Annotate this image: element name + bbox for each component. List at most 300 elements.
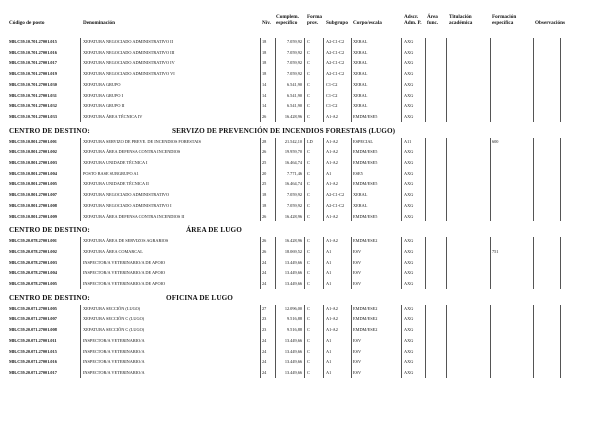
cell-corpo: XERAL [353, 192, 368, 198]
cell-nivel: 18 [262, 39, 267, 44]
cell-denominacion: XEFATURA SECCIÓN C (LUGO) [83, 316, 145, 322]
cell-formacion: 751 [492, 248, 499, 254]
table-row [0, 58, 615, 68]
column-divider [446, 305, 447, 378]
cell-complemento: 13.449,66 [284, 348, 302, 354]
cell-complemento: 7.059,92 [286, 192, 302, 198]
cell-denominacion: INSPECTOR/A VETERINARIO/A [83, 348, 145, 354]
header-formacion-1: Formación [492, 14, 517, 20]
cell-complemento: 13.449,66 [284, 259, 302, 265]
column-divider [560, 305, 561, 378]
cell-forma: C [307, 192, 310, 198]
table-row [0, 201, 615, 211]
cell-nivel: 25 [262, 181, 267, 187]
column-divider [304, 305, 305, 378]
cell-complemento: 7.059,92 [286, 49, 302, 55]
cell-nivel: 28 [262, 138, 267, 144]
cell-complemento: 16.464,74 [284, 181, 302, 187]
cell-code: MR.C59.10.801.27001.007 [9, 192, 57, 198]
cell-subgrupo: A1-A2 [326, 181, 338, 187]
cell-subgrupo: A1-A2 [326, 113, 338, 119]
cell-denominacion: XEFATURA SECCIÓN (LUGO) [83, 305, 141, 311]
header-forma-1: Forma [307, 14, 322, 20]
cell-subgrupo: A1-A2 [326, 138, 338, 144]
cell-code: MR.C59.20.078.27001.005 [9, 281, 57, 286]
table-row [0, 347, 615, 357]
cell-forma: C [307, 305, 310, 311]
table-row [0, 258, 615, 268]
section-title: OFICINA DE LUGO [166, 293, 233, 302]
table-row [0, 37, 615, 47]
column-divider [275, 38, 276, 122]
cell-code: MR.C59.20.071.27001.016 [9, 359, 57, 365]
cell-adscr: AXG [404, 270, 414, 276]
cell-nivel: 14 [262, 81, 267, 87]
cell-corpo: XERAL [353, 71, 368, 77]
cell-code: MR.C59.20.071.27001.017 [9, 369, 57, 375]
cell-denominacion: XEFATURA NEGOCIADO ADMINISTRATIVO VI [83, 71, 175, 77]
cell-forma: C [307, 327, 310, 333]
cell-denominacion: INSPECTOR/A VETERINARIO/A [83, 369, 145, 375]
cell-forma: C [307, 281, 310, 286]
column-divider [323, 38, 324, 122]
cell-code: MR.C59.20.078.27001.002 [9, 248, 57, 254]
cell-adscr: AXG [404, 71, 414, 77]
cell-nivel: 24 [262, 359, 267, 365]
cell-code: MR.C59.10.701.27001.031 [9, 92, 57, 98]
cell-subgrupo: A2-C1-C2 [326, 49, 345, 55]
cell-adscr: AXG [404, 81, 414, 87]
cell-complemento: 16.428,96 [284, 113, 302, 119]
section-label: CENTRO DE DESTINO: [9, 126, 90, 135]
table-row [0, 137, 615, 147]
cell-denominacion: XEFATURA SERVIZO DE PREVE. DE INCENDIOS FORESTAIS [83, 138, 201, 144]
table-row [0, 314, 615, 324]
cell-corpo: XERAL [353, 49, 368, 55]
column-divider [80, 138, 81, 222]
cell-nivel: 26 [262, 149, 267, 155]
column-divider [446, 38, 447, 122]
cell-corpo: XERAL [353, 202, 368, 208]
cell-denominacion: XEFATURA ÁREA DEFENSA CONTRA INCENDIOS [83, 149, 181, 155]
cell-corpo: EMDM/ESE5 [353, 160, 378, 165]
cell-denominacion: XEFATURA ÁREA COMARCAL [83, 248, 143, 254]
table-row [0, 357, 615, 367]
cell-corpo: EMDM/ESE5 [353, 213, 378, 219]
cell-corpo: XERAL [353, 92, 368, 98]
cell-corpo: EMDM/ESE2 [353, 316, 378, 322]
header-nivel: Nív. [262, 20, 271, 26]
cell-forma: C [307, 238, 310, 244]
cell-code: MR.C59.10.801.27001.003 [9, 160, 57, 165]
cell-nivel: 24 [262, 270, 267, 276]
cell-nivel: 26 [262, 213, 267, 219]
cell-nivel: 14 [262, 92, 267, 98]
cell-subgrupo: A1-A2 [326, 238, 338, 244]
section-label: CENTRO DE DESTINO: [9, 293, 90, 302]
table-row [0, 247, 615, 257]
cell-adscr: AXG [404, 369, 414, 375]
cell-forma: C [307, 213, 310, 219]
cell-adscr: AXG [404, 327, 414, 333]
cell-nivel: 18 [262, 192, 267, 198]
cell-complemento: 12.096,00 [284, 305, 302, 311]
column-divider [401, 38, 402, 122]
cell-adscr: A11 [404, 138, 412, 144]
cell-subgrupo: A1 [326, 259, 332, 265]
column-divider [533, 237, 534, 289]
cell-corpo: XERAL [353, 60, 368, 66]
cell-subgrupo: A1-A2 [326, 213, 338, 219]
column-divider [446, 237, 447, 289]
column-divider [323, 237, 324, 289]
column-divider [560, 237, 561, 289]
column-divider [490, 305, 491, 378]
column-divider [80, 38, 81, 122]
cell-complemento: 13.449,66 [284, 270, 302, 276]
column-divider [533, 138, 534, 222]
column-divider [425, 237, 426, 289]
header-area-1: Área [427, 14, 438, 20]
header-codigo: Código de posto [9, 20, 45, 26]
cell-corpo: ESV [353, 369, 362, 375]
cell-nivel: 27 [262, 305, 267, 311]
cell-complemento: 9.516,88 [286, 327, 302, 333]
cell-adscr: AXG [404, 305, 414, 311]
cell-denominacion: INSPECTOR/A VETERINARIO/A DE APOIO [83, 270, 166, 276]
section-title: ÁREA DE LUGO [186, 226, 242, 235]
cell-adscr: AXG [404, 149, 414, 155]
cell-adscr: AXG [404, 337, 414, 343]
header-titulacion-2: académica [449, 20, 473, 26]
column-divider [80, 305, 81, 378]
cell-complemento: 16.464,74 [284, 160, 302, 165]
cell-nivel: 24 [262, 337, 267, 343]
cell-denominacion: XEFATURA NEGOCIADO ADMINISTRATIVO III [83, 49, 175, 55]
column-divider [260, 138, 261, 222]
column-divider [446, 138, 447, 222]
cell-complemento: 7.059,92 [286, 202, 302, 208]
header-titulacion-1: Titulación [449, 14, 472, 20]
cell-subgrupo: A1 [326, 270, 332, 276]
cell-nivel: 24 [262, 259, 267, 265]
table-row [0, 80, 615, 90]
cell-complemento: 7.059,92 [286, 71, 302, 77]
column-divider [275, 305, 276, 378]
cell-adscr: AXG [404, 348, 414, 354]
section-header [0, 293, 615, 303]
cell-subgrupo: A2-C1-C2 [326, 192, 345, 198]
cell-nivel: 23 [262, 316, 267, 322]
cell-subgrupo: C1-C2 [326, 81, 338, 87]
column-divider [490, 138, 491, 222]
cell-nivel: 25 [262, 160, 267, 165]
cell-forma: C [307, 270, 310, 276]
table-row [0, 69, 615, 79]
cell-complemento: 21.542,10 [284, 138, 302, 144]
cell-complemento: 7.771,46 [286, 170, 302, 176]
cell-denominacion: INSPECTOR/A VETERINARIO/A DE APOIO [83, 259, 166, 265]
header-adscr-2: Adm. P. [404, 20, 422, 26]
cell-denominacion: XEFATURA NEGOCIADO ADMINISTRATIVO II [83, 39, 174, 44]
header-subgrupo: Subgrupo [326, 20, 348, 26]
cell-subgrupo: A1 [326, 281, 332, 286]
cell-adscr: AXG [404, 60, 414, 66]
cell-forma: C [307, 39, 310, 44]
cell-forma: C [307, 103, 310, 109]
cell-corpo: ESV [353, 348, 362, 354]
cell-nivel: 26 [262, 113, 267, 119]
cell-corpo: XERAL [353, 39, 368, 44]
cell-complemento: 16.428,96 [284, 238, 302, 244]
cell-code: MR.C59.20.078.27001.001 [9, 238, 57, 244]
cell-forma: C [307, 160, 310, 165]
cell-corpo: EMDM/ESE2 [353, 327, 378, 333]
cell-denominacion: XEFATURA ÁREA TÉCNICA IV [83, 113, 143, 119]
table-row [0, 368, 615, 378]
cell-adscr: AXG [404, 192, 414, 198]
cell-adscr: AXG [404, 103, 414, 109]
cell-corpo: ESV [353, 259, 362, 265]
cell-subgrupo: A2-C1-C2 [326, 202, 345, 208]
header-adscr-1: Adscr. [404, 14, 419, 20]
cell-complemento: 6.541,90 [286, 81, 302, 87]
table-row [0, 48, 615, 58]
cell-denominacion: XEFATURA SECCIÓN C (LUGO) [83, 327, 145, 333]
cell-forma: C [307, 369, 310, 375]
cell-nivel: 24 [262, 348, 267, 354]
cell-denominacion: XEFATURA GRUPO [83, 81, 121, 87]
cell-forma: LD [307, 138, 313, 144]
cell-complemento: 6.541,90 [286, 103, 302, 109]
table-row [0, 325, 615, 335]
cell-complemento: 9.516,88 [286, 316, 302, 322]
cell-complemento: 18.069,52 [284, 248, 302, 254]
table-row [0, 304, 615, 314]
column-divider [533, 38, 534, 122]
cell-formacion: 600 [492, 138, 499, 144]
cell-denominacion: POSTO BASE SUBGRUPO A1 [83, 170, 139, 176]
column-divider [560, 138, 561, 222]
cell-nivel: 18 [262, 71, 267, 77]
cell-code: MR.C59.10.701.27001.016 [9, 49, 57, 55]
cell-adscr: AXG [404, 39, 414, 44]
cell-denominacion: XEFATURA ÁREA DE SERVIZOS AGRARIOS [83, 238, 169, 244]
cell-subgrupo: A1 [326, 359, 332, 365]
column-divider [351, 237, 352, 289]
cell-complemento: 13.449,66 [284, 337, 302, 343]
cell-subgrupo: A1 [326, 348, 332, 354]
cell-code: MR.C59.10.801.27001.008 [9, 202, 57, 208]
column-divider [425, 305, 426, 378]
cell-nivel: 18 [262, 49, 267, 55]
cell-nivel: 23 [262, 327, 267, 333]
cell-adscr: AXG [404, 181, 414, 187]
cell-subgrupo: A2-C1-C2 [326, 39, 345, 44]
cell-nivel: 18 [262, 60, 267, 66]
cell-adscr: AXG [404, 281, 414, 286]
cell-corpo: ESV [353, 281, 362, 286]
table-row [0, 101, 615, 111]
cell-corpo: EMDM/ESE5 [353, 149, 378, 155]
cell-code: MR.C59.20.078.27001.003 [9, 259, 57, 265]
column-divider [275, 237, 276, 289]
header-complemento-1: Complem. [276, 14, 299, 20]
cell-corpo: EMDM/ESE2 [353, 238, 378, 244]
cell-subgrupo: A2-C1-C2 [326, 60, 345, 66]
section-title: SERVIZO DE PREVENCIÓN DE INCENDIOS FORESTAIS (LUGO) [172, 126, 396, 135]
cell-forma: C [307, 348, 310, 354]
cell-subgrupo: A1 [326, 337, 332, 343]
cell-forma: C [307, 60, 310, 66]
table-row [0, 158, 615, 168]
cell-adscr: AXG [404, 359, 414, 365]
cell-forma: C [307, 181, 310, 187]
cell-adscr: AXG [404, 113, 414, 119]
cell-subgrupo: A1 [326, 369, 332, 375]
table-header [0, 13, 615, 37]
column-divider [560, 38, 561, 122]
cell-code: MR.C59.10.701.27001.032 [9, 103, 57, 109]
cell-complemento: 6.541,90 [286, 92, 302, 98]
section-header [0, 225, 615, 235]
header-complemento-2: específico [276, 20, 298, 26]
cell-subgrupo: A1 [326, 248, 332, 254]
cell-code: MR.C59.10.801.27001.001 [9, 138, 57, 144]
cell-subgrupo: C1-C2 [326, 103, 338, 109]
section-header [0, 126, 615, 136]
table-row [0, 147, 615, 157]
column-divider [351, 138, 352, 222]
cell-nivel: 24 [262, 369, 267, 375]
cell-corpo: EMDM/ESE5 [353, 181, 378, 187]
cell-subgrupo: A1-A2 [326, 160, 338, 165]
cell-denominacion: XEFATURA ÁREA DEFENSA CONTRA INCENDIOS II [83, 213, 185, 219]
header-forma-2: prov. [307, 20, 319, 26]
cell-corpo: XERAL [353, 103, 368, 109]
cell-complemento: 13.449,66 [284, 369, 302, 375]
cell-forma: C [307, 337, 310, 343]
cell-complemento: 7.059,92 [286, 39, 302, 44]
cell-denominacion: XEFATURA GRUPO I [83, 92, 124, 98]
column-divider [80, 237, 81, 289]
header-area-2: func. [427, 20, 439, 26]
table-row [0, 268, 615, 278]
cell-forma: C [307, 359, 310, 365]
cell-adscr: AXG [404, 238, 414, 244]
table-row [0, 169, 615, 179]
cell-nivel: 18 [262, 202, 267, 208]
table-row [0, 336, 615, 346]
table-row [0, 179, 615, 189]
cell-code: MR.C59.10.801.27001.005 [9, 181, 57, 187]
cell-code: MR.C59.10.801.27001.004 [9, 170, 57, 176]
header-observacions: Observacións [535, 20, 565, 26]
cell-adscr: AXG [404, 213, 414, 219]
cell-denominacion: XEFATURA UNIDADE TÉCNICA I [83, 160, 148, 165]
column-divider [304, 237, 305, 289]
cell-forma: C [307, 316, 310, 322]
column-divider [401, 138, 402, 222]
column-divider [401, 305, 402, 378]
cell-adscr: AXG [404, 160, 414, 165]
cell-complemento: 13.449,66 [284, 359, 302, 365]
cell-code: MR.C59.20.071.27001.008 [9, 327, 57, 333]
column-divider [275, 138, 276, 222]
column-divider [351, 38, 352, 122]
cell-adscr: AXG [404, 170, 414, 176]
cell-code: MR.C59.10.701.27001.030 [9, 81, 57, 87]
cell-subgrupo: A2-C1-C2 [326, 71, 345, 77]
cell-code: MR.C59.10.701.27001.017 [9, 60, 57, 66]
cell-denominacion: XEFATURA NEGOCIADO ADMINISTRATIVO [83, 192, 170, 198]
column-divider [260, 237, 261, 289]
cell-denominacion: INSPECTOR/A VETERINARIO/A DE APOIO [83, 281, 166, 286]
cell-adscr: AXG [404, 316, 414, 322]
cell-subgrupo: C1-C2 [326, 92, 338, 98]
section-label: CENTRO DE DESTINO: [9, 226, 90, 235]
column-divider [533, 305, 534, 378]
column-divider [490, 237, 491, 289]
table-row [0, 112, 615, 122]
cell-subgrupo: A1-A2 [326, 327, 338, 333]
cell-complemento: 7.059,92 [286, 60, 302, 66]
cell-denominacion: XEFATURA NEGOCIADO ADMINISTRATIVO I [83, 202, 172, 208]
cell-subgrupo: A1-A2 [326, 316, 338, 322]
cell-forma: C [307, 149, 310, 155]
cell-code: MR.C59.20.078.27001.004 [9, 270, 57, 276]
cell-adscr: AXG [404, 49, 414, 55]
header-formacion-2: específica [492, 20, 514, 26]
column-divider [425, 138, 426, 222]
cell-code: MR.C59.10.801.27001.002 [9, 149, 57, 155]
column-divider [351, 305, 352, 378]
column-divider [260, 305, 261, 378]
cell-complemento: 13.449,66 [284, 281, 302, 286]
cell-forma: C [307, 49, 310, 55]
cell-subgrupo: A1 [326, 170, 332, 176]
cell-corpo: ESPECIAL [353, 138, 374, 144]
cell-code: MR.C59.20.071.27001.007 [9, 316, 57, 322]
cell-subgrupo: A1-A2 [326, 305, 338, 311]
cell-adscr: AXG [404, 92, 414, 98]
header-corpo: Corpo/escala [353, 20, 382, 26]
cell-complemento: 16.428,96 [284, 213, 302, 219]
cell-nivel: 26 [262, 238, 267, 244]
column-divider [260, 38, 261, 122]
cell-code: MR.C59.10.701.27001.015 [9, 39, 57, 44]
cell-corpo: ESE5 [353, 170, 363, 176]
cell-nivel: 20 [262, 170, 267, 176]
cell-forma: C [307, 92, 310, 98]
cell-forma: C [307, 71, 310, 77]
cell-adscr: AXG [404, 259, 414, 265]
cell-corpo: ESV [353, 359, 362, 365]
cell-corpo: ESV [353, 337, 362, 343]
cell-denominacion: INSPECTOR/A VETERINARIO/A [83, 337, 145, 343]
header-denominacion: Denominación [83, 20, 115, 26]
column-divider [490, 38, 491, 122]
cell-denominacion: INSPECTOR/A VETERINARIO/A [83, 359, 145, 365]
column-divider [401, 237, 402, 289]
cell-adscr: AXG [404, 202, 414, 208]
table-row [0, 190, 615, 200]
cell-forma: C [307, 202, 310, 208]
cell-forma: C [307, 170, 310, 176]
cell-code: MR.C59.10.801.27001.009 [9, 213, 57, 219]
cell-complemento: 19.959,70 [284, 149, 302, 155]
column-divider [425, 38, 426, 122]
